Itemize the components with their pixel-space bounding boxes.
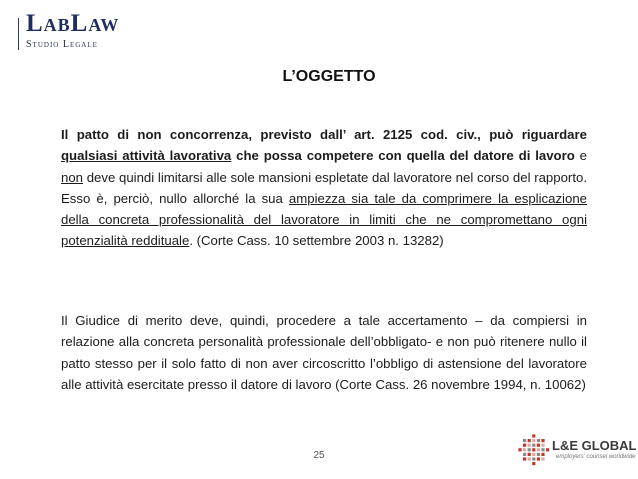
logo-main-text: LabLaw (26, 10, 120, 37)
globe-dot (537, 457, 540, 460)
globe-dot (537, 439, 540, 442)
p1-segment-8: . (Corte Cass. 10 settembre 2003 n. 13282) (189, 233, 444, 249)
paragraph-2: Il Giudice di merito deve, quindi, procedere a tale accertamento – da compiersi in relazione alla concreta personalità professionale dell’obbligato- e non può ritenere nullo il patto stesso per il solo fatto di non aver circoscritto l’obbligo di astensione del lavoratore alle attività esercitate presso il datore di lavoro (Corte Cass. 26 novembre 1994, n. 10062) (61, 313, 587, 392)
globe-dot (532, 434, 535, 437)
globe-dot (523, 448, 526, 451)
globe-dot (528, 448, 531, 451)
globe-dot (532, 457, 535, 460)
slide-title (0, 68, 638, 86)
p1-segment-3: che possa competere con quella del datore di lavoro (231, 148, 575, 164)
globe-dot (523, 444, 526, 447)
globe-dot (518, 448, 521, 451)
logo-sub-text: Studio Legale (26, 39, 98, 50)
p1-segment-2-underlined: qualsiasi attività lavorativa (61, 148, 232, 164)
globe-dot (532, 453, 535, 456)
globe-grid-icon (516, 432, 552, 468)
globe-dot (537, 448, 540, 451)
slide-title-text: L’OGGETTO (282, 68, 376, 85)
globe-dot (541, 439, 544, 442)
globe-dot (528, 457, 531, 460)
lablaw-logo (8, 6, 158, 52)
globe-dot (528, 444, 531, 447)
globe-dot (541, 448, 544, 451)
globe-dot (532, 444, 535, 447)
globe-dot (537, 453, 540, 456)
page-number: 25 (313, 450, 325, 461)
paragraph-1 (61, 124, 587, 252)
globe-dot (523, 453, 526, 456)
globe-dot (541, 444, 544, 447)
globe-dot (528, 439, 531, 442)
p1-segment-1: Il patto di non concorrenza, previsto dall’ art. 2125 cod. civ., può riguardare (61, 127, 587, 142)
globe-dot (546, 448, 549, 451)
globe-dot (532, 448, 535, 451)
logo-divider (18, 18, 19, 50)
le-global-logo (516, 430, 637, 470)
le-global-name: L&E GLOBAL (552, 438, 637, 453)
p1-segment-4: e (574, 148, 587, 164)
p1-segment-7-underlined: ampiezza sia tale da comprimere la esplicazione della concreta professionalità del lavoratore in limiti che ne compromettano ogni potenzialità reddituale (61, 190, 587, 249)
globe-dot (523, 457, 526, 460)
globe-dot (541, 453, 544, 456)
globe-dot (528, 453, 531, 456)
p1-segment-6: deve quindi limitarsi alle sole mansioni espletate dal lavoratore nel corso del rapporto. Esso è, perciò, nullo allorché la sua (61, 169, 587, 206)
globe-dot (532, 462, 535, 465)
globe-dot (532, 439, 535, 442)
globe-dot (523, 439, 526, 442)
globe-dot (541, 457, 544, 460)
le-global-tagline: employers' counsel worldwide (556, 454, 636, 460)
globe-dot (537, 444, 540, 447)
p1-segment-5-underlined: non (61, 169, 84, 185)
